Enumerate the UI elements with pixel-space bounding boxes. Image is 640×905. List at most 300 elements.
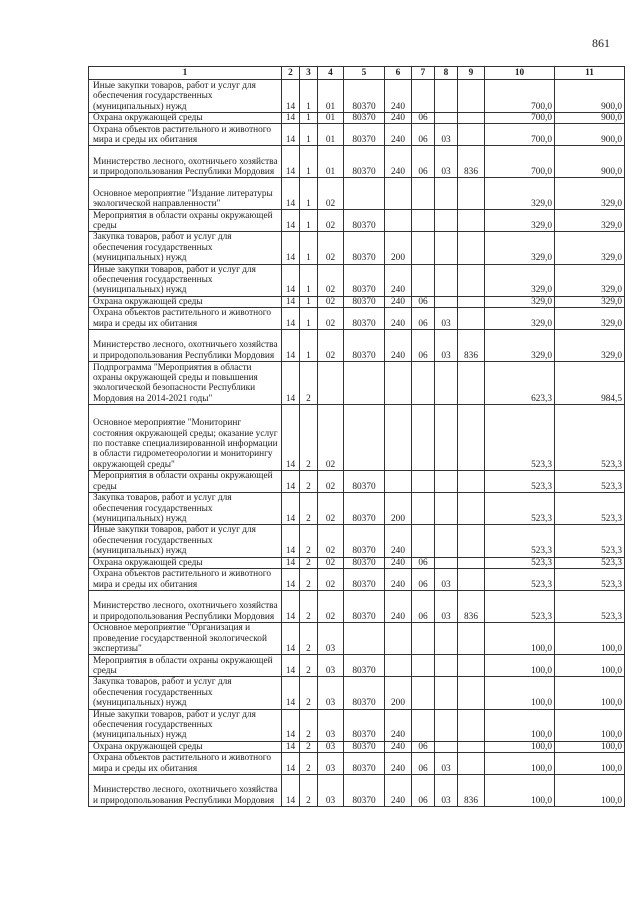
cell-col-10: 523,3 [485, 525, 555, 557]
cell-col-8 [435, 232, 458, 264]
cell-col-7 [412, 525, 435, 557]
cell-col-10: 100,0 [485, 775, 555, 807]
cell-col-11: 900,0 [555, 80, 625, 113]
cell-col-8 [435, 709, 458, 741]
cell-col-5: 80370 [344, 741, 385, 752]
cell-col-4: 01 [318, 146, 344, 178]
cell-col-4: 02 [318, 493, 344, 525]
table-row [89, 569, 625, 591]
cell-col-11: 523,3 [555, 525, 625, 557]
col-header-8: 8 [435, 67, 458, 80]
cell-col-6 [385, 471, 412, 493]
cell-col-9 [458, 210, 485, 232]
cell-col-3: 2 [300, 741, 318, 752]
col-header-2: 2 [282, 67, 300, 80]
cell-col-5: 80370 [344, 124, 385, 146]
cell-col-11: 329,0 [555, 330, 625, 362]
cell-col-5: 80370 [344, 591, 385, 623]
cell-col-3: 1 [300, 80, 318, 113]
table-row [89, 308, 625, 330]
cell-col-10: 523,3 [485, 405, 555, 471]
cell-col-5: 80370 [344, 557, 385, 568]
cell-col-7 [412, 405, 435, 471]
row-name-cell: Охрана объектов растительного и животного мира и среды их обитания [89, 308, 282, 330]
table-row [89, 655, 625, 677]
cell-col-4: 02 [318, 210, 344, 232]
cell-col-8 [435, 210, 458, 232]
cell-col-8: 03 [435, 330, 458, 362]
cell-col-3: 1 [300, 264, 318, 296]
row-name-cell: Охрана окружающей среды [89, 741, 282, 752]
cell-col-5: 80370 [344, 113, 385, 124]
cell-col-10: 100,0 [485, 709, 555, 741]
col-header-5: 5 [344, 67, 385, 80]
cell-col-8 [435, 677, 458, 709]
cell-col-4: 02 [318, 557, 344, 568]
table-row [89, 623, 625, 655]
cell-col-7: 06 [412, 124, 435, 146]
cell-col-7 [412, 655, 435, 677]
cell-col-9 [458, 753, 485, 775]
cell-col-5: 80370 [344, 753, 385, 775]
cell-col-6: 240 [385, 80, 412, 113]
cell-col-8 [435, 493, 458, 525]
cell-col-2: 14 [282, 741, 300, 752]
cell-col-8 [435, 296, 458, 307]
cell-col-9: 836 [458, 775, 485, 807]
col-header-11: 11 [555, 67, 625, 80]
page-number: 861 [592, 36, 610, 50]
cell-col-10: 700,0 [485, 80, 555, 113]
cell-col-2: 14 [282, 124, 300, 146]
cell-col-5: 80370 [344, 677, 385, 709]
cell-col-11: 329,0 [555, 308, 625, 330]
cell-col-5 [344, 362, 385, 405]
cell-col-5: 80370 [344, 146, 385, 178]
table-row [89, 493, 625, 525]
table-row [89, 741, 625, 752]
cell-col-4: 03 [318, 753, 344, 775]
table-row [89, 753, 625, 775]
cell-col-9 [458, 296, 485, 307]
cell-col-5: 80370 [344, 232, 385, 264]
cell-col-6: 240 [385, 557, 412, 568]
cell-col-6 [385, 362, 412, 405]
cell-col-5: 80370 [344, 264, 385, 296]
cell-col-10: 329,0 [485, 264, 555, 296]
cell-col-5: 80370 [344, 471, 385, 493]
cell-col-6: 240 [385, 308, 412, 330]
cell-col-10: 329,0 [485, 210, 555, 232]
cell-col-6: 240 [385, 146, 412, 178]
row-name-cell: Мероприятия в области охраны окружающей среды [89, 210, 282, 232]
cell-col-9 [458, 308, 485, 330]
cell-col-9: 836 [458, 330, 485, 362]
cell-col-7: 06 [412, 330, 435, 362]
cell-col-2: 14 [282, 471, 300, 493]
cell-col-6 [385, 405, 412, 471]
cell-col-6: 240 [385, 330, 412, 362]
cell-col-3: 1 [300, 308, 318, 330]
cell-col-10: 100,0 [485, 677, 555, 709]
cell-col-9 [458, 405, 485, 471]
cell-col-4: 02 [318, 232, 344, 264]
cell-col-11: 329,0 [555, 296, 625, 307]
cell-col-6: 240 [385, 709, 412, 741]
cell-col-5: 80370 [344, 493, 385, 525]
cell-col-7: 06 [412, 308, 435, 330]
cell-col-11: 100,0 [555, 775, 625, 807]
cell-col-9 [458, 655, 485, 677]
cell-col-5: 80370 [344, 296, 385, 307]
row-name-cell: Подпрограмма "Мероприятия в области охраны окружающей среды и повышения экологической безопасности Республики Мордовия на 2014-2021 годы" [89, 362, 282, 405]
cell-col-7 [412, 471, 435, 493]
cell-col-4: 02 [318, 405, 344, 471]
cell-col-7: 06 [412, 753, 435, 775]
cell-col-6: 240 [385, 569, 412, 591]
cell-col-3: 2 [300, 709, 318, 741]
cell-col-10: 329,0 [485, 308, 555, 330]
cell-col-6 [385, 623, 412, 655]
cell-col-6 [385, 210, 412, 232]
cell-col-11: 523,3 [555, 493, 625, 525]
row-name-cell: Охрана объектов растительного и животного мира и среды их обитания [89, 753, 282, 775]
col-header-7: 7 [412, 67, 435, 80]
cell-col-6: 240 [385, 753, 412, 775]
table-row [89, 471, 625, 493]
cell-col-11: 900,0 [555, 124, 625, 146]
cell-col-10: 523,3 [485, 557, 555, 568]
cell-col-10: 329,0 [485, 232, 555, 264]
row-name-cell: Закупка товаров, работ и услуг для обеспечения государственных (муниципальных) нужд [89, 493, 282, 525]
row-name-cell: Иные закупки товаров, работ и услуг для обеспечения государственных (муниципальных) нужд [89, 525, 282, 557]
cell-col-3: 2 [300, 775, 318, 807]
cell-col-9: 836 [458, 591, 485, 623]
cell-col-6: 200 [385, 232, 412, 264]
table-row [89, 591, 625, 623]
cell-col-11: 100,0 [555, 655, 625, 677]
col-header-1: 1 [89, 67, 282, 80]
cell-col-8: 03 [435, 146, 458, 178]
cell-col-10: 523,3 [485, 471, 555, 493]
cell-col-6: 200 [385, 677, 412, 709]
row-name-cell: Охрана окружающей среды [89, 557, 282, 568]
cell-col-2: 14 [282, 753, 300, 775]
cell-col-10: 329,0 [485, 296, 555, 307]
cell-col-2: 14 [282, 591, 300, 623]
table-row [89, 525, 625, 557]
cell-col-11: 523,3 [555, 471, 625, 493]
table-body [89, 80, 625, 807]
cell-col-11: 523,3 [555, 569, 625, 591]
cell-col-8: 03 [435, 775, 458, 807]
cell-col-9 [458, 677, 485, 709]
table-row [89, 775, 625, 807]
cell-col-2: 14 [282, 775, 300, 807]
cell-col-11: 329,0 [555, 232, 625, 264]
cell-col-6: 240 [385, 591, 412, 623]
cell-col-3: 1 [300, 124, 318, 146]
cell-col-9 [458, 124, 485, 146]
cell-col-9 [458, 178, 485, 210]
cell-col-4: 02 [318, 264, 344, 296]
cell-col-7 [412, 80, 435, 113]
row-name-cell: Иные закупки товаров, работ и услуг для обеспечения государственных (муниципальных) нужд [89, 264, 282, 296]
cell-col-5: 80370 [344, 569, 385, 591]
cell-col-8 [435, 80, 458, 113]
cell-col-9: 836 [458, 146, 485, 178]
cell-col-4: 02 [318, 525, 344, 557]
cell-col-4: 02 [318, 569, 344, 591]
cell-col-4: 03 [318, 775, 344, 807]
table-row [89, 264, 625, 296]
cell-col-8 [435, 525, 458, 557]
cell-col-8 [435, 405, 458, 471]
cell-col-2: 14 [282, 210, 300, 232]
cell-col-3: 1 [300, 113, 318, 124]
cell-col-8: 03 [435, 124, 458, 146]
cell-col-10: 700,0 [485, 146, 555, 178]
cell-col-8: 03 [435, 591, 458, 623]
cell-col-10: 700,0 [485, 113, 555, 124]
row-name-cell: Министерство лесного, охотничьего хозяйства и природопользования Республики Мордовия [89, 146, 282, 178]
cell-col-3: 1 [300, 210, 318, 232]
cell-col-5: 80370 [344, 308, 385, 330]
cell-col-7: 06 [412, 775, 435, 807]
cell-col-7: 06 [412, 557, 435, 568]
cell-col-11: 900,0 [555, 113, 625, 124]
cell-col-2: 14 [282, 296, 300, 307]
cell-col-2: 14 [282, 525, 300, 557]
row-name-cell: Основное мероприятие "Издание литературы экологической направленности" [89, 178, 282, 210]
cell-col-2: 14 [282, 677, 300, 709]
cell-col-3: 1 [300, 146, 318, 178]
cell-col-7: 06 [412, 741, 435, 752]
cell-col-4: 02 [318, 591, 344, 623]
cell-col-6: 240 [385, 775, 412, 807]
cell-col-7 [412, 210, 435, 232]
cell-col-9 [458, 557, 485, 568]
row-name-cell: Министерство лесного, охотничьего хозяйства и природопользования Республики Мордовия [89, 775, 282, 807]
cell-col-7: 06 [412, 146, 435, 178]
cell-col-3: 2 [300, 753, 318, 775]
cell-col-10: 523,3 [485, 569, 555, 591]
cell-col-9 [458, 623, 485, 655]
cell-col-4 [318, 362, 344, 405]
cell-col-8 [435, 655, 458, 677]
cell-col-10: 523,3 [485, 493, 555, 525]
cell-col-5: 80370 [344, 709, 385, 741]
cell-col-3: 1 [300, 178, 318, 210]
row-name-cell: Иные закупки товаров, работ и услуг для обеспечения государственных (муниципальных) нужд [89, 709, 282, 741]
cell-col-9 [458, 525, 485, 557]
cell-col-9 [458, 80, 485, 113]
cell-col-9 [458, 362, 485, 405]
cell-col-8 [435, 471, 458, 493]
cell-col-9 [458, 569, 485, 591]
cell-col-6: 240 [385, 264, 412, 296]
row-name-cell: Министерство лесного, охотничьего хозяйства и природопользования Республики Мордовия [89, 330, 282, 362]
cell-col-7: 06 [412, 569, 435, 591]
cell-col-7 [412, 178, 435, 210]
cell-col-8 [435, 741, 458, 752]
cell-col-2: 14 [282, 264, 300, 296]
cell-col-3: 2 [300, 557, 318, 568]
row-name-cell: Министерство лесного, охотничьего хозяйства и природопользования Республики Мордовия [89, 591, 282, 623]
cell-col-11: 984,5 [555, 362, 625, 405]
row-name-cell: Мероприятия в области охраны окружающей среды [89, 471, 282, 493]
cell-col-2: 14 [282, 308, 300, 330]
row-name-cell: Иные закупки товаров, работ и услуг для обеспечения государственных (муниципальных) нужд [89, 80, 282, 113]
cell-col-6: 240 [385, 124, 412, 146]
cell-col-11: 100,0 [555, 753, 625, 775]
cell-col-8 [435, 178, 458, 210]
table-row [89, 124, 625, 146]
cell-col-11: 100,0 [555, 623, 625, 655]
col-header-10: 10 [485, 67, 555, 80]
cell-col-5 [344, 178, 385, 210]
table-row [89, 330, 625, 362]
cell-col-2: 14 [282, 330, 300, 362]
cell-col-8: 03 [435, 753, 458, 775]
cell-col-11: 523,3 [555, 557, 625, 568]
table-row [89, 80, 625, 113]
cell-col-6: 240 [385, 525, 412, 557]
cell-col-7: 06 [412, 296, 435, 307]
row-name-cell: Охрана окружающей среды [89, 296, 282, 307]
cell-col-8 [435, 623, 458, 655]
cell-col-4: 03 [318, 655, 344, 677]
cell-col-9 [458, 232, 485, 264]
cell-col-7 [412, 264, 435, 296]
cell-col-8: 03 [435, 569, 458, 591]
cell-col-6: 240 [385, 113, 412, 124]
cell-col-6: 200 [385, 493, 412, 525]
table-row [89, 146, 625, 178]
cell-col-3: 2 [300, 471, 318, 493]
cell-col-10: 100,0 [485, 753, 555, 775]
cell-col-4: 02 [318, 471, 344, 493]
col-header-9: 9 [458, 67, 485, 80]
cell-col-10: 100,0 [485, 655, 555, 677]
cell-col-4: 02 [318, 308, 344, 330]
cell-col-3: 1 [300, 296, 318, 307]
cell-col-6 [385, 655, 412, 677]
cell-col-4: 02 [318, 296, 344, 307]
table-row [89, 405, 625, 471]
cell-col-11: 329,0 [555, 210, 625, 232]
cell-col-2: 14 [282, 80, 300, 113]
cell-col-2: 14 [282, 232, 300, 264]
cell-col-11: 329,0 [555, 264, 625, 296]
row-name-cell: Мероприятия в области охраны окружающей среды [89, 655, 282, 677]
cell-col-3: 2 [300, 525, 318, 557]
cell-col-9 [458, 493, 485, 525]
cell-col-8 [435, 557, 458, 568]
cell-col-9 [458, 264, 485, 296]
cell-col-3: 2 [300, 405, 318, 471]
cell-col-9 [458, 709, 485, 741]
col-header-4: 4 [318, 67, 344, 80]
table-row [89, 677, 625, 709]
cell-col-6: 240 [385, 741, 412, 752]
cell-col-9 [458, 113, 485, 124]
cell-col-5 [344, 405, 385, 471]
cell-col-4: 02 [318, 178, 344, 210]
cell-col-4: 03 [318, 677, 344, 709]
table-row [89, 557, 625, 568]
cell-col-5: 80370 [344, 525, 385, 557]
cell-col-2: 14 [282, 113, 300, 124]
col-header-3: 3 [300, 67, 318, 80]
cell-col-8 [435, 264, 458, 296]
table-row [89, 709, 625, 741]
table-row [89, 178, 625, 210]
cell-col-4: 03 [318, 623, 344, 655]
cell-col-2: 14 [282, 405, 300, 471]
cell-col-10: 523,3 [485, 591, 555, 623]
table-row [89, 232, 625, 264]
cell-col-3: 2 [300, 591, 318, 623]
cell-col-6: 240 [385, 296, 412, 307]
cell-col-2: 14 [282, 655, 300, 677]
cell-col-2: 14 [282, 569, 300, 591]
row-name-cell: Основное мероприятие "Организация и проведение государственной экологической экспертизы" [89, 623, 282, 655]
cell-col-5: 80370 [344, 80, 385, 113]
cell-col-9 [458, 741, 485, 752]
cell-col-3: 2 [300, 362, 318, 405]
row-name-cell: Закупка товаров, работ и услуг для обеспечения государственных (муниципальных) нужд [89, 232, 282, 264]
cell-col-11: 100,0 [555, 709, 625, 741]
cell-col-4: 01 [318, 124, 344, 146]
table-row [89, 113, 625, 124]
cell-col-10: 623,3 [485, 362, 555, 405]
cell-col-7 [412, 362, 435, 405]
cell-col-10: 100,0 [485, 623, 555, 655]
cell-col-5: 80370 [344, 775, 385, 807]
cell-col-11: 523,3 [555, 591, 625, 623]
cell-col-8: 03 [435, 308, 458, 330]
cell-col-3: 2 [300, 677, 318, 709]
cell-col-7 [412, 677, 435, 709]
cell-col-11: 329,0 [555, 178, 625, 210]
cell-col-2: 14 [282, 557, 300, 568]
table-row [89, 296, 625, 307]
cell-col-5 [344, 623, 385, 655]
cell-col-3: 1 [300, 330, 318, 362]
cell-col-2: 14 [282, 362, 300, 405]
cell-col-2: 14 [282, 146, 300, 178]
cell-col-3: 2 [300, 493, 318, 525]
cell-col-9 [458, 471, 485, 493]
cell-col-5: 80370 [344, 330, 385, 362]
cell-col-10: 329,0 [485, 330, 555, 362]
cell-col-5: 80370 [344, 210, 385, 232]
cell-col-8 [435, 113, 458, 124]
cell-col-3: 2 [300, 655, 318, 677]
cell-col-4: 03 [318, 741, 344, 752]
cell-col-7 [412, 232, 435, 264]
cell-col-4: 03 [318, 709, 344, 741]
cell-col-8 [435, 362, 458, 405]
cell-col-7 [412, 623, 435, 655]
header-row [89, 67, 625, 80]
cell-col-10: 100,0 [485, 741, 555, 752]
cell-col-7 [412, 493, 435, 525]
cell-col-10: 329,0 [485, 178, 555, 210]
row-name-cell: Охрана объектов растительного и животного мира и среды их обитания [89, 569, 282, 591]
cell-col-4: 02 [318, 330, 344, 362]
